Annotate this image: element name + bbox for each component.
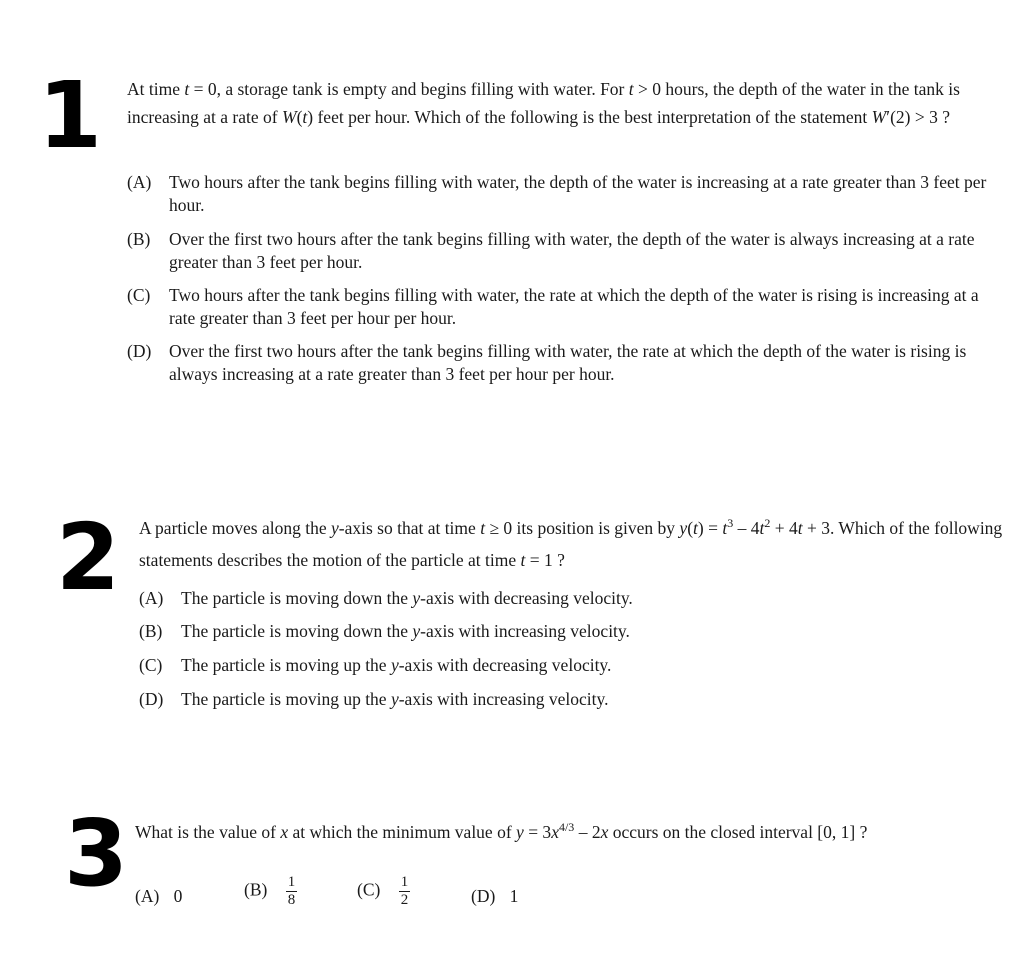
choice-letter: (D)	[127, 341, 152, 361]
question-3-choice-c[interactable]	[357, 874, 410, 909]
fraction	[399, 874, 411, 909]
fraction	[286, 874, 298, 909]
question-number-1: 1	[38, 62, 103, 169]
choice-letter: (D)	[471, 886, 496, 906]
choice-text: The particle is moving down the y-axis with decreasing velocity.	[181, 588, 633, 608]
choice-text: The particle is moving up the y-axis with increasing velocity.	[181, 689, 609, 709]
choice-letter: (D)	[139, 689, 164, 709]
question-3-choice-b[interactable]	[244, 874, 297, 909]
question-2-stem: A particle moves along the y-axis so that at time t ≥ 0 its position is given by $y(t) = t^3 - 4t^2 + 4t + 3$. Which of the following statements describes the motion of the particle at time t = 1 ?	[139, 516, 1003, 570]
question-1-stem: At time t = 0, a storage tank is empty and begins filling with water. For t > 0 hours, the depth of the water in the tank is increasing at a rate of W(t) feet per hour. Which of the following is the best interpretation of the statement W′(2) > 3 ?	[127, 79, 960, 127]
choice-letter: (A)	[135, 886, 160, 906]
question-number-3: 3	[64, 800, 129, 907]
fraction-denominator: 8	[287, 892, 296, 908]
question-3-stem: What is the value of x at which the minimum value of $y = 3x^{4/3} - 2x$ occurs on the closed interval [0, 1] ?	[135, 820, 868, 842]
question-2-choice-c[interactable]	[139, 654, 999, 677]
fraction-numerator: 1	[400, 874, 409, 890]
question-2-choice-d[interactable]	[139, 688, 999, 711]
choice-letter: (A)	[127, 172, 152, 192]
choice-text: The particle is moving up the y-axis with decreasing velocity.	[181, 655, 612, 675]
choice-text: Over the first two hours after the tank begins filling with water, the depth of the water is always increasing at a rate greater than 3 feet per hour.	[169, 229, 975, 272]
choice-letter: (A)	[139, 588, 164, 608]
question-3-choice-a[interactable]	[135, 886, 182, 907]
choice-value: 1	[509, 886, 519, 906]
choice-text: Over the first two hours after the tank begins filling with water, the rate at which the depth of the water is rising is always increasing at a rate greater than 3 feet per hour per hour.	[169, 341, 967, 384]
question-1-choice-d[interactable]	[127, 340, 1007, 386]
fraction-denominator: 2	[400, 892, 409, 908]
question-1-choice-b[interactable]	[127, 228, 1007, 274]
question-2-choice-b[interactable]	[139, 620, 999, 643]
choice-letter: (B)	[127, 229, 151, 249]
choice-text: Two hours after the tank begins filling with water, the rate at which the depth of the water is rising is increasing at a rate greater than 3 feet per hour per hour.	[169, 285, 979, 328]
question-2-choice-a[interactable]	[139, 587, 999, 610]
fraction-numerator: 1	[287, 874, 296, 890]
choice-text: Two hours after the tank begins filling with water, the depth of the water is increasing at a rate greater than 3 feet per hour.	[169, 172, 987, 215]
choice-letter: (B)	[139, 621, 163, 641]
choice-letter: (C)	[127, 285, 151, 305]
choice-letter: (C)	[139, 655, 163, 675]
choice-letter: (C)	[357, 879, 381, 900]
question-3-choice-d[interactable]	[471, 886, 518, 907]
question-1-choice-a[interactable]	[127, 171, 1007, 217]
question-number-2: 2	[56, 504, 121, 611]
question-1-choice-c[interactable]	[127, 284, 1007, 330]
choice-text: The particle is moving down the y-axis with increasing velocity.	[181, 621, 630, 641]
choice-letter: (B)	[244, 879, 268, 900]
choice-value: 0	[173, 886, 183, 906]
